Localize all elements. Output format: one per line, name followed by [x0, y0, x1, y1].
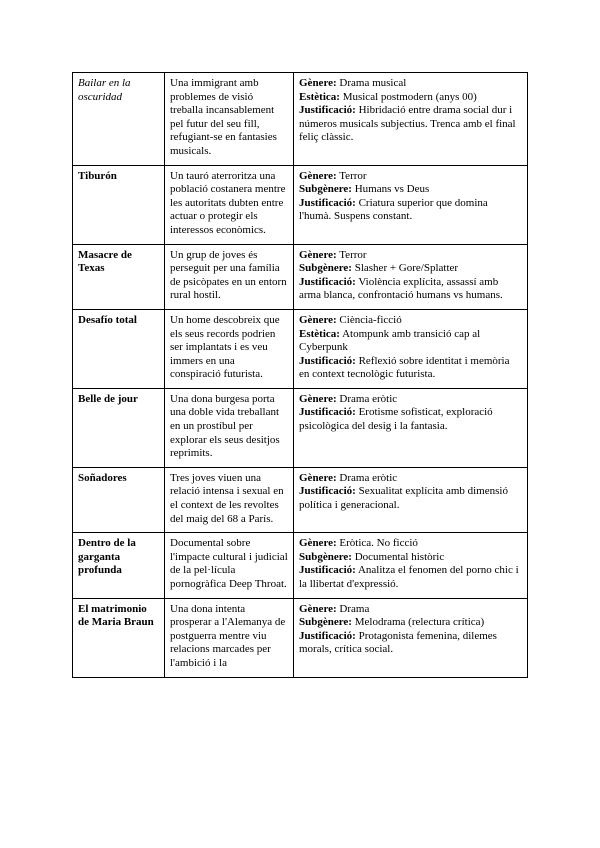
film-title-cell: [73, 73, 165, 166]
film-detail-value: Erotisme sofisticat, exploració psicològica del desig i la fantasia.: [299, 406, 493, 433]
film-detail-value: Eròtica. No ficció: [339, 537, 418, 550]
film-detail-value: Musical postmodern (anys 00): [342, 90, 477, 103]
film-synopsis-cell: [165, 309, 294, 388]
film-detail-label: Gènere:: [299, 471, 337, 484]
film-detail-line: [299, 170, 522, 184]
film-detail-label: Gènere:: [299, 169, 337, 182]
film-synopsis-cell: [165, 165, 294, 244]
film-detail-label: Justificació:: [299, 104, 356, 117]
film-detail-line: [299, 249, 522, 263]
table-row: [73, 388, 528, 467]
film-detail-label: Justificació:: [299, 485, 356, 498]
film-detail-label: Gènere:: [299, 248, 337, 261]
film-synopsis: Una dona intenta prosperar a l'Alemanya de postguerra mentre viu relacions marcades per l'ambició i la: [170, 602, 286, 669]
table-row: [73, 533, 528, 598]
film-detail-value: Ciència-ficció: [339, 313, 402, 326]
film-detail-value: Drama eròtic: [339, 392, 398, 405]
film-title: Belle de jour: [78, 392, 138, 405]
table-row: [73, 244, 528, 309]
film-title-cell: [73, 467, 165, 532]
film-details-cell: [294, 467, 528, 532]
film-details-cell: [294, 388, 528, 467]
table-row: [73, 165, 528, 244]
film-detail-line: [299, 485, 522, 512]
film-detail-value: Analitza el fenomen del porno chic i la llibertat d'expressió.: [299, 564, 519, 590]
film-detail-line: [299, 328, 522, 355]
film-detail-line: [299, 104, 522, 145]
film-details-cell: [294, 73, 528, 166]
film-detail-value: Documental històric: [354, 550, 445, 563]
film-details-cell: [294, 533, 528, 598]
film-detail-line: [299, 393, 522, 407]
film-detail-label: Subgènere:: [299, 262, 352, 275]
film-detail-value: Sexualitat explícita amb dimensió política i generacional.: [299, 485, 508, 512]
film-synopsis-cell: [165, 533, 294, 598]
film-detail-line: [299, 276, 522, 303]
film-synopsis-cell: [165, 598, 294, 677]
film-detail-line: [299, 603, 522, 617]
film-detail-label: Estètica:: [299, 90, 340, 103]
film-details-cell: [294, 244, 528, 309]
films-table-body: [73, 73, 528, 678]
film-synopsis: Un tauró aterroritza una població costanera mentre les autoritats dubten entre actuar o protegir els interessos econòmics.: [170, 169, 286, 236]
film-synopsis-cell: [165, 388, 294, 467]
film-detail-label: Justificació:: [299, 354, 356, 367]
table-row: [73, 598, 528, 677]
film-detail-label: Justificació:: [299, 196, 356, 209]
film-detail-line: [299, 91, 522, 105]
film-detail-label: Gènere:: [299, 602, 337, 615]
film-detail-value: Drama musical: [339, 77, 407, 89]
film-synopsis: Tres joves viuen una relació intensa i sexual en el context de les revoltes del maig del 68 a París.: [170, 471, 284, 525]
film-title: Masacre de Texas: [78, 248, 132, 275]
film-detail-label: Gènere:: [299, 537, 337, 550]
film-detail-value: Slasher + Gore/Splatter: [354, 262, 459, 275]
film-detail-line: [299, 564, 522, 591]
film-synopsis-cell: [165, 73, 294, 166]
film-detail-line: [299, 355, 522, 382]
film-detail-label: Gènere:: [299, 392, 337, 405]
film-title-cell: [73, 244, 165, 309]
film-title-cell: [73, 388, 165, 467]
film-title-cell: [73, 533, 165, 598]
film-detail-value: Drama: [339, 602, 370, 615]
film-title-cell: [73, 165, 165, 244]
film-detail-value: Protagonista femenina, dilemes morals, crítica social.: [299, 629, 497, 656]
film-synopsis: Un home descobreix que els seus records podrien ser implantats i es veu immers en una conspiració futurista.: [170, 313, 280, 381]
table-row: [73, 467, 528, 532]
film-detail-line: [299, 197, 522, 224]
film-detail-label: Subgènere:: [299, 616, 352, 629]
film-title-cell: [73, 598, 165, 677]
table-row: [73, 309, 528, 388]
film-synopsis: Documental sobre l'impacte cultural i judicial de la pel·lícula pornogràfica Deep Throat.: [170, 537, 288, 590]
film-detail-label: Justificació:: [299, 406, 356, 419]
film-detail-label: Gènere:: [299, 313, 337, 326]
film-detail-value: Melodrama (relectura crítica): [354, 616, 485, 629]
film-detail-label: Justificació:: [299, 275, 356, 288]
film-detail-value: Terror: [339, 169, 367, 182]
film-synopsis: Un grup de joves és perseguit per una família de psicòpates en un entorn rural hostil.: [170, 248, 287, 302]
film-title: El matrimonio de Maria Braun: [78, 602, 154, 629]
film-detail-line: [299, 262, 522, 276]
film-synopsis-cell: [165, 467, 294, 532]
film-title-cell: [73, 309, 165, 388]
film-detail-line: [299, 406, 522, 433]
film-details-cell: [294, 598, 528, 677]
film-detail-line: [299, 314, 522, 328]
film-detail-line: [299, 472, 522, 486]
film-details-cell: [294, 309, 528, 388]
film-synopsis-cell: [165, 244, 294, 309]
film-detail-value: Reflexió sobre identitat i memòria en context tecnològic futurista.: [299, 354, 510, 381]
film-detail-line: [299, 183, 522, 197]
films-table: [72, 72, 528, 678]
film-detail-value: Humans vs Deus: [354, 183, 430, 196]
film-detail-value: Terror: [339, 248, 367, 261]
film-synopsis: Una dona burgesa porta una doble vida treballant en un prostíbul per explorar els seus desitjos reprimits.: [170, 392, 280, 460]
film-title: Soñadores: [78, 471, 127, 484]
film-detail-line: [299, 537, 522, 551]
film-details-cell: [294, 165, 528, 244]
film-detail-label: Gènere:: [299, 77, 337, 89]
film-detail-line: [299, 551, 522, 565]
film-detail-label: Subgènere:: [299, 550, 352, 563]
film-detail-value: Criatura superior que domina l'humà. Suspens constant.: [299, 196, 488, 223]
film-detail-line: [299, 616, 522, 630]
table-row: [73, 73, 528, 166]
film-title: Dentro de la garganta profunda: [78, 537, 136, 577]
film-synopsis: Una immigrant amb problemes de visió treballa incansablement pel futur del seu fill, refugiant-se en fantasies musicals.: [170, 77, 277, 157]
film-title: Bailar en la oscuridad: [78, 77, 131, 103]
film-detail-line: [299, 630, 522, 657]
film-title: Desafío total: [78, 313, 137, 326]
film-detail-line: [299, 77, 522, 91]
film-detail-value: Hibridació entre drama social dur i números musicals subjectius. Trenca amb el final feliç clàssic.: [299, 104, 516, 144]
film-title: Tiburón: [78, 169, 117, 182]
film-detail-label: Justificació:: [299, 629, 356, 642]
film-detail-label: Subgènere:: [299, 183, 352, 196]
film-detail-label: Justificació:: [299, 564, 356, 577]
film-detail-value: Violència explícita, assassí amb arma blanca, confrontació humans vs humans.: [299, 275, 503, 302]
film-detail-label: Estètica:: [299, 327, 340, 340]
film-detail-value: Atompunk amb transició cap al Cyberpunk: [299, 327, 481, 354]
film-detail-value: Drama eròtic: [339, 471, 398, 484]
